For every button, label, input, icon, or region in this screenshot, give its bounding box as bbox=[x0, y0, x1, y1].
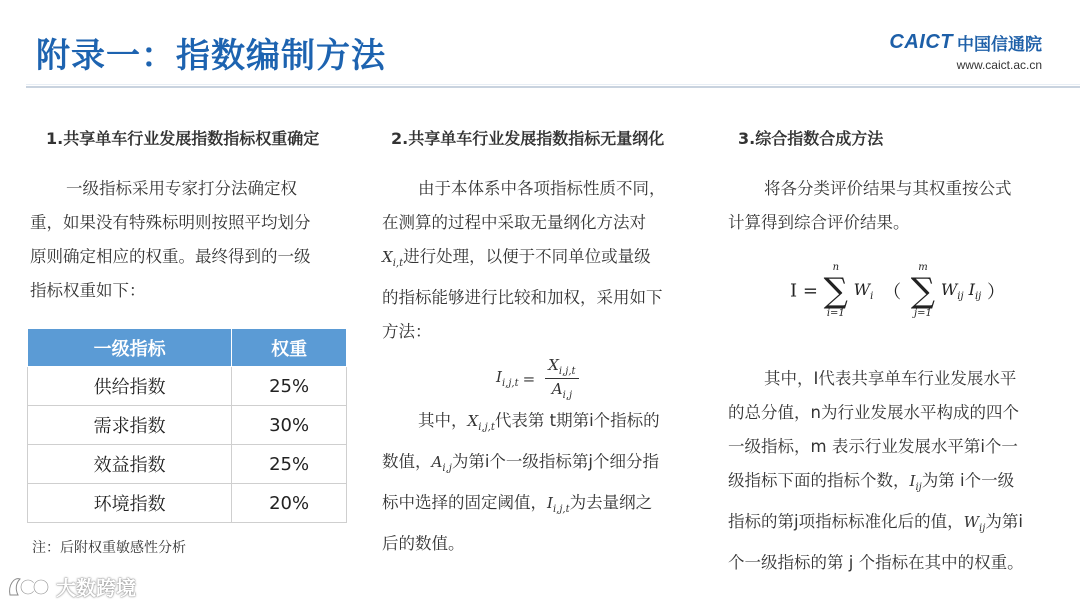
table-cell-indicator: 需求指数 bbox=[28, 406, 232, 445]
table-cell-weight: 25% bbox=[232, 445, 347, 484]
col3-heading: 3.综合指数合成方法 bbox=[738, 129, 884, 148]
col1-heading: 1.共享单车行业发展指数指标权重确定 bbox=[46, 129, 320, 148]
col3-explanation: 其中，I代表共享单车行业发展水平 的总分值，n为行业发展水平构成的四个 一级指标，m 表示行业发展水平第i个一 级指标下面的指标个数，$I_{ij}$为第 i个一级 指标的第j项指标标准化后的值，$W_{ij}$为第i 个一级指标的第 j 个指标在其中的权重。 bbox=[728, 369, 1024, 572]
col1-paragraph: 一级指标采用专家打分法确定权 重，如果没有特殊标明则按照平均划分 原则确定相应的权重。最终得到的一级 指标权重如下： bbox=[30, 179, 311, 300]
col2-paragraph-1: 由于本体系中各项指标性质不同， 在测算的过程中采取无量纲化方法对 $X_{i,t}$进行处理，以便于不同单位或量级 的指标能够进行比较和加权，采用如下 方法： bbox=[382, 179, 666, 341]
table-cell-indicator: 供给指数 bbox=[28, 367, 232, 406]
col2-paragraph-2: 其中，$X_{i,j,t}$代表第 t期第i个指标的 数值，$A_{i,j}$为第i个一级指标第j个细分指 标中选择的固定阈值，$I_{i,j,t}$为去量纲之 后的数值。 bbox=[382, 411, 660, 553]
table-row bbox=[28, 406, 347, 445]
table-header-weight: 权重 bbox=[232, 329, 347, 367]
col3-intro: 将各分类评价结果与其权重按公式 计算得到综合评价结果。 bbox=[728, 179, 1012, 232]
caict-logo bbox=[862, 30, 1042, 74]
watermark-logo-icon bbox=[6, 573, 50, 601]
weights-table bbox=[27, 328, 347, 523]
table-cell-indicator: 效益指数 bbox=[28, 445, 232, 484]
logo-url: www.caict.ac.cn bbox=[956, 58, 1042, 72]
watermark-text: 大数跨境 bbox=[56, 576, 136, 600]
table-cell-weight: 30% bbox=[232, 406, 347, 445]
logo-cn-name: 中国信通院 bbox=[957, 35, 1042, 55]
table-cell-weight: 25% bbox=[232, 367, 347, 406]
header-divider bbox=[26, 86, 1080, 88]
table-header-indicator: 一级指标 bbox=[28, 329, 232, 367]
normalization-formula: $I_{i,j,t}$ = $\frac{X_{i,j,t}}{A_{i,j}}$ bbox=[496, 356, 579, 401]
composite-formula: I = n ∑ i=1 $W_i$ （ m ∑ j=1 $W_{ij}$ $I_{ij}$ ） bbox=[790, 262, 1006, 319]
logo-brand: CAICT bbox=[889, 31, 953, 53]
col2-heading: 2.共享单车行业发展指数指标无量纲化 bbox=[391, 129, 665, 148]
table-cell-indicator: 环境指数 bbox=[28, 484, 232, 523]
table-row bbox=[28, 367, 347, 406]
table-cell-weight: 20% bbox=[232, 484, 347, 523]
header-divider-accent bbox=[26, 84, 1080, 85]
table-row bbox=[28, 445, 347, 484]
watermark bbox=[6, 572, 136, 601]
sensitivity-note: 注：后附权重敏感性分析 bbox=[32, 540, 186, 556]
page-title: 附录一：指数编制方法 bbox=[36, 36, 386, 76]
table-row bbox=[28, 484, 347, 523]
